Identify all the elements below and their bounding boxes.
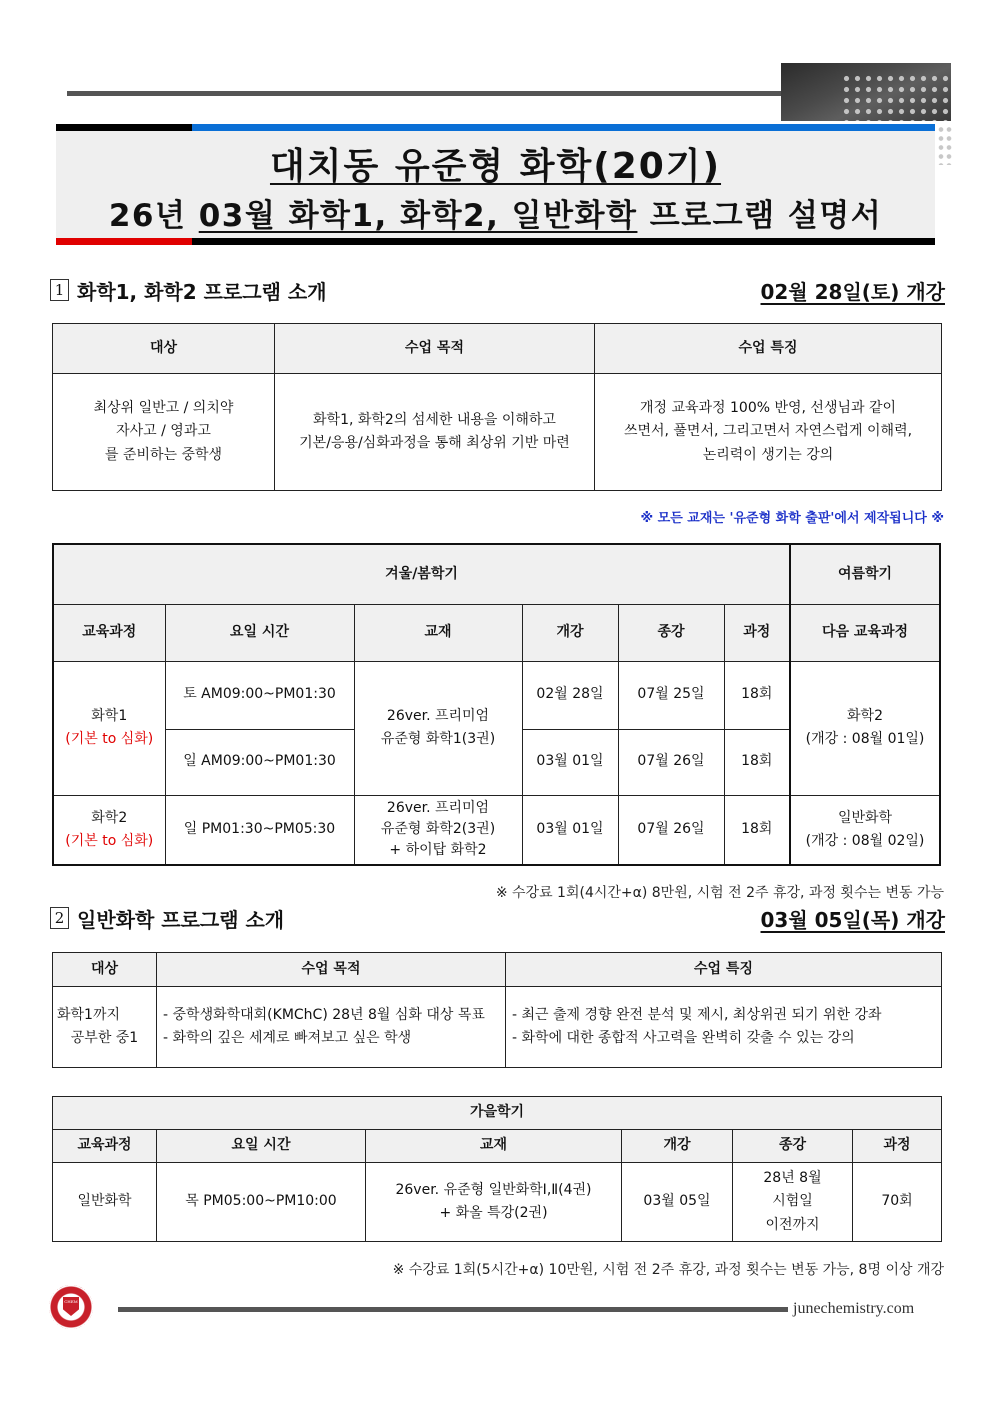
footer-line (118, 1307, 788, 1312)
cell-start: 02월 28일 (522, 661, 618, 729)
header-purpose: 수업 목적 (275, 324, 595, 374)
section2-title: 일반화학 프로그램 소개 (77, 907, 285, 932)
target-line: 자사고 / 영과고 (116, 423, 211, 440)
cell-textbook (354, 661, 522, 795)
title-bar-bottom (56, 238, 935, 245)
cell-target (53, 987, 157, 1068)
cell-course (53, 795, 165, 865)
side-dots-decoration (937, 125, 953, 165)
course-level: (기본 to 심화) (65, 832, 154, 849)
group-header-fall: 가을학기 (53, 1097, 942, 1130)
logo-text: CHEM (64, 1299, 78, 1304)
purpose-line: 화학1, 화학2의 섬세한 내용을 이해하고 (313, 411, 556, 428)
target-line: 화학1까지 (57, 1006, 121, 1023)
june-chemistry-logo (49, 1285, 93, 1329)
course-name: 화학1 (91, 707, 128, 724)
course-name: 화학2 (91, 809, 128, 826)
textbook-line: 유준형 화학1(3권) (380, 731, 496, 747)
target-line: 공부한 중1 (70, 1030, 139, 1046)
end-line: 이전까지 (765, 1216, 820, 1233)
section1-title: 화학1, 화학2 프로그램 소개 (77, 279, 327, 304)
title-bar-top (56, 124, 935, 131)
section1-open-date: 02월 28일(토) 개강 (760, 279, 945, 304)
cell-course (53, 661, 165, 795)
section1-schedule-table (52, 543, 941, 866)
subtitle-courses: 03월 화학1, 화학2, 일반화학 (198, 198, 638, 234)
purpose-line: 기본/응용/심화과정을 통해 최상위 기반 마련 (299, 435, 570, 451)
col-textbook: 교재 (366, 1130, 622, 1163)
col-count: 과정 (853, 1130, 942, 1163)
cell-feature (595, 374, 942, 491)
section1-intro-table (52, 323, 942, 491)
header-feature: 수업 특징 (595, 324, 942, 374)
cell-count: 70회 (853, 1163, 942, 1242)
feature-bullet: - 최근 출제 경향 완전 분석 및 제시, 최상위권 되기 위한 강좌 (512, 1006, 882, 1023)
end-line: 시험일 (772, 1193, 813, 1210)
section2-heading (50, 903, 945, 933)
cell-purpose (275, 374, 595, 491)
footer-url[interactable]: junechemistry.com (793, 1300, 915, 1317)
header-target: 대상 (53, 324, 275, 374)
col-course: 교육과정 (53, 1130, 157, 1163)
textbook-note: ※ 모든 교재는 '유준형 화학 출판'에서 제작됩니다 ※ (640, 511, 944, 526)
col-textbook: 교재 (354, 604, 522, 661)
cell-feature (506, 987, 942, 1068)
cell-time: 목 PM05:00~PM10:00 (157, 1163, 366, 1242)
textbook-line: 26ver. 유준형 일반화학Ⅰ,Ⅱ(4권) (395, 1181, 592, 1198)
section2-intro-table (52, 952, 942, 1068)
cell-start: 03월 05일 (622, 1163, 733, 1242)
col-time: 요일 시간 (157, 1130, 366, 1163)
col-end: 종강 (618, 604, 724, 661)
next-course-name: 일반화학 (837, 809, 893, 826)
page-title (56, 138, 935, 189)
end-line: 28년 8월 (763, 1170, 822, 1187)
cell-count: 18회 (724, 729, 790, 795)
title-main-text: 대치동 유준형 화학(20기) (269, 146, 722, 187)
cell-target (53, 374, 275, 491)
textbook-line: + 화올 특강(2권) (439, 1205, 548, 1221)
textbook-line: + 하이탑 화학2 (389, 842, 487, 859)
cell-count: 18회 (724, 795, 790, 865)
section2-schedule-table (52, 1096, 942, 1242)
col-time: 요일 시간 (165, 604, 354, 661)
section-number-box: 1 (50, 279, 69, 301)
col-end: 종강 (733, 1130, 853, 1163)
next-course-open: (개강 : 08월 02일) (805, 832, 925, 849)
textbook-line: 26ver. 프리미엄 (386, 707, 490, 724)
header-top-line (67, 91, 783, 96)
subtitle-suffix: 프로그램 설명서 (649, 198, 883, 234)
course-level: (기본 to 심화) (65, 731, 154, 747)
feature-line: 논리력이 생기는 강의 (702, 446, 834, 463)
feature-line: 쓰면서, 풀면서, 그리고면서 자연스럽게 이해력, (623, 423, 913, 440)
cell-end: 07월 25일 (618, 661, 724, 729)
purpose-bullet: - 화학의 깊은 세계로 빠져보고 싶은 학생 (163, 1030, 412, 1046)
section2-fee-note: ※ 수강료 1회(5시간+α) 10만원, 시험 전 2주 휴강, 과정 횟수는 변동 가능, 8명 이상 개강 (392, 1262, 944, 1278)
section1-heading (50, 275, 945, 305)
col-next-course: 다음 교육과정 (790, 604, 940, 661)
section-number-box: 2 (50, 907, 69, 929)
cell-course: 일반화학 (53, 1163, 157, 1242)
textbook-line: 26ver. 프리미엄 (386, 800, 490, 817)
cell-purpose (157, 987, 506, 1068)
cell-next-course (790, 661, 940, 795)
cell-textbook (354, 795, 522, 865)
cell-time: 일 PM01:30~PM05:30 (165, 795, 354, 865)
cell-time: 일 AM09:00~PM01:30 (165, 729, 354, 795)
section1-fee-note: ※ 수강료 1회(4시간+α) 8만원, 시험 전 2주 휴강, 과정 횟수는 변동 가능 (495, 885, 944, 901)
table-row (53, 795, 940, 865)
textbook-line: 유준형 화학2(3권) (380, 821, 496, 838)
header-purpose: 수업 목적 (157, 953, 506, 987)
cell-count: 18회 (724, 661, 790, 729)
cell-end: 07월 26일 (618, 795, 724, 865)
col-course: 교육과정 (53, 604, 165, 661)
header-feature: 수업 특징 (506, 953, 942, 987)
next-course-open: (개강 : 08월 01일) (805, 731, 925, 747)
cell-textbook (366, 1163, 622, 1242)
col-count: 과정 (724, 604, 790, 661)
purpose-bullet: - 중학생화학대회(KMChC) 28년 8월 심화 대상 목표 (163, 1006, 485, 1023)
col-start: 개강 (622, 1130, 733, 1163)
feature-bullet: - 화학에 대한 종합적 사고력을 완벽히 갖출 수 있는 강의 (512, 1030, 855, 1046)
cell-next-course (790, 795, 940, 865)
cell-start: 03월 01일 (522, 729, 618, 795)
feature-line: 개정 교육과정 100% 반영, 선생님과 같이 (639, 400, 897, 417)
cell-start: 03월 01일 (522, 795, 618, 865)
next-course-name: 화학2 (847, 707, 883, 724)
section2-open-date: 03월 05일(목) 개강 (760, 907, 945, 932)
table-row (53, 661, 940, 729)
page-subtitle (56, 190, 935, 235)
group-header-winter-spring: 겨울/봄학기 (53, 544, 790, 604)
target-line: 최상위 일반고 / 의치약 (93, 400, 234, 417)
target-line: 를 준비하는 중학생 (104, 446, 223, 463)
col-start: 개강 (522, 604, 618, 661)
header-target: 대상 (53, 953, 157, 987)
corner-decoration (781, 63, 951, 121)
group-header-summer: 여름학기 (790, 544, 940, 604)
cell-time: 토 AM09:00~PM01:30 (165, 661, 354, 729)
subtitle-year: 26년 (108, 198, 187, 234)
cell-end (733, 1163, 853, 1242)
table-row (53, 1163, 942, 1242)
cell-end: 07월 26일 (618, 729, 724, 795)
